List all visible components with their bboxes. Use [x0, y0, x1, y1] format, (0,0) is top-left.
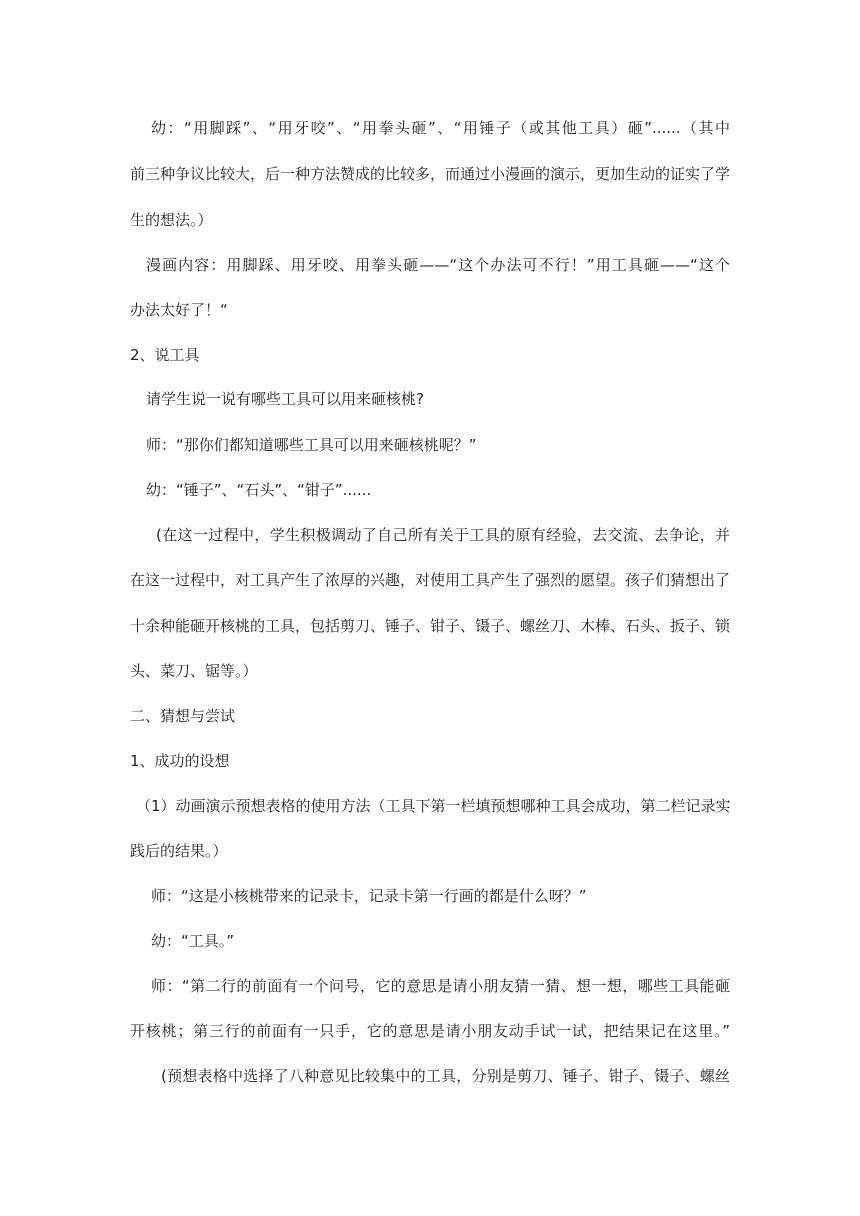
paragraph-line: 幼：“用脚踩”、“用牙咬”、“用拳头砸”、“用锤子（或其他工具）砸”......（其中 — [151, 119, 730, 137]
section-heading: 二、猜想与尝试 — [130, 707, 236, 725]
dialogue-line: 师：“这是小核桃带来的记录卡，记录卡第一行画的都是什么呀？” — [151, 887, 587, 905]
paragraph-line: 请学生说一说有哪些工具可以用来砸核桃? — [146, 390, 424, 408]
paragraph-line: 头、菜刀、锯等。） — [130, 662, 258, 680]
paragraph-line: 办法太好了！“ — [130, 301, 228, 319]
paragraph-line: 漫画内容：用脚踩、用牙咬、用拳头砸——“这个办法可不行！”用工具砸——“这个 — [146, 256, 730, 274]
section-heading: 2、说工具 — [130, 346, 200, 364]
paragraph-line: (预想表格中选择了八种意见比较集中的工具，分别是剪刀、锤子、钳子、镊子、螺丝 — [161, 1067, 730, 1085]
paragraph-line: (在这一过程中，学生积极调动了自己所有关于工具的原有经验，去交流、去争论，并 — [156, 526, 730, 544]
dialogue-line: 师：“那你们都知道哪些工具可以用来砸核桃呢？” — [146, 436, 477, 454]
paragraph-line: 十余种能砸开核桃的工具，包括剪刀、锤子、钳子、镊子、螺丝刀、木棒、石头、扳子、锁 — [130, 617, 731, 635]
paragraph-line: 前三种争议比较大，后一种方法赞成的比较多，而通过小漫画的演示，更加生动的证实了学 — [130, 165, 731, 183]
dialogue-line: 师：“第二行的前面有一个问号，它的意思是请小朋友猜一猜、想一想，哪些工具能砸 — [151, 977, 730, 995]
dialogue-line: 幼：“工具。” — [151, 932, 235, 950]
dialogue-line: 幼：“锤子”、“石头”、“钳子”...... — [146, 481, 372, 499]
paragraph-line: （1）动画演示预想表格的使用方法（工具下第一栏填预想哪种工具会成功，第二栏记录实 — [136, 797, 731, 815]
paragraph-line: 践后的结果。） — [130, 842, 228, 860]
paragraph-line: 在这一过程中，对工具产生了浓厚的兴趣，对使用工具产生了强烈的愿望。孩子们猜想出了 — [130, 571, 731, 589]
section-heading: 1、成功的设想 — [130, 752, 230, 770]
dialogue-line: 开核桃；第三行的前面有一只手，它的意思是请小朋友动手试一试，把结果记在这里。” — [130, 1022, 730, 1040]
paragraph-line: 生的想法。） — [130, 211, 213, 229]
